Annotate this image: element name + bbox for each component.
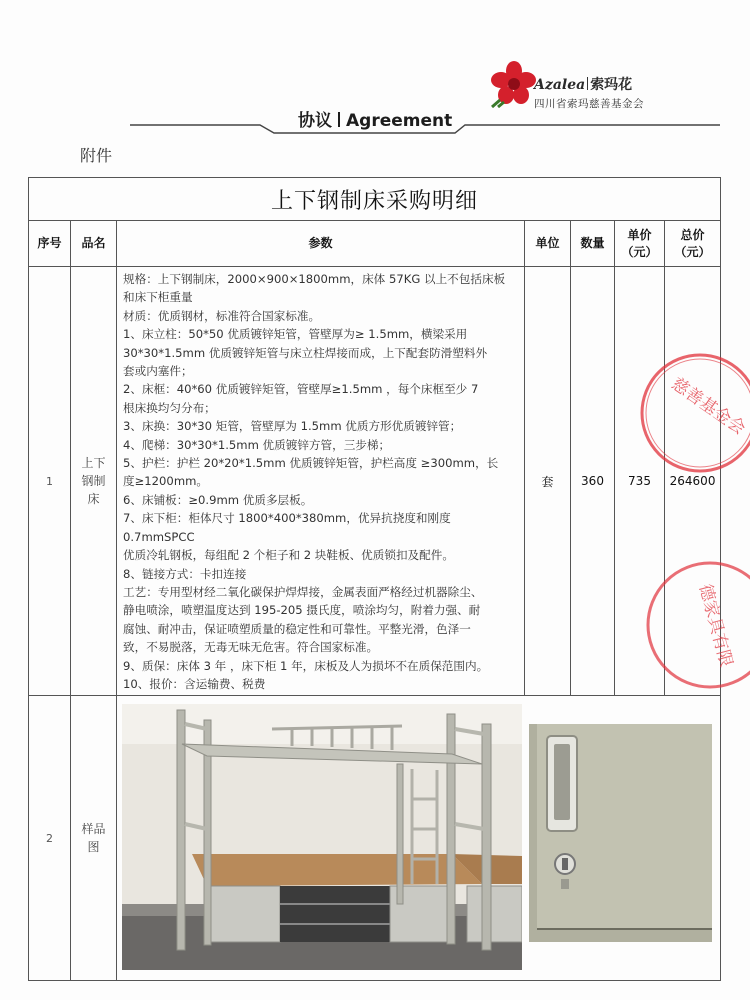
procurement-table	[28, 177, 721, 981]
sample-images-cell	[117, 696, 721, 981]
row-number: 2	[29, 696, 71, 981]
seal-2-text: 德家具有限	[694, 581, 737, 670]
table-title: 上下钢制床采购明细	[29, 178, 721, 221]
cabinet-lock-photo	[529, 724, 712, 942]
product-name: 上下 钢制 床	[71, 267, 117, 696]
quantity-value: 360	[571, 267, 615, 696]
seal-1-text: 慈善基金会	[667, 373, 749, 440]
table-row	[29, 267, 721, 696]
col-header-name: 品名	[71, 221, 117, 267]
unit-value: 套	[525, 267, 571, 696]
unit-price-value: 735	[615, 267, 665, 696]
total-price-value: 264600	[665, 267, 721, 696]
logo-brand-text: Azalea 索玛花	[534, 77, 633, 93]
row-number: 1	[29, 267, 71, 696]
logo-subtitle: 四川省索玛慈善基金会	[534, 98, 644, 110]
page-title: 协议 Agreement	[298, 111, 453, 131]
col-header-unit: 单位	[525, 221, 571, 267]
col-header-no: 序号	[29, 221, 71, 267]
foundation-logo	[488, 60, 658, 120]
azalea-flower-icon	[490, 60, 538, 108]
product-spec: 规格：上下钢制床，2000×900×1800mm，床体 57KG 以上不包括床板 和床下柜重量 材质：优质钢材，标准符合国家标准。 1、床立柱：50*50 优质镀锌矩管，管壁厚为≥ 1.5mm，横梁采用 30*30*1.5mm 优质镀锌矩管与床立柱焊接而成，上下配套防滑塑料外 套或内塞件； 2、床框：40*60 优质镀锌矩管，管壁厚≥1.5mm ，每个床框至少 7 根床换均匀分布； 3、床换：30*30 矩管，管壁厚为 1.5mm 优质方形优质镀锌管； 4、爬梯：30*30*1.5mm 优质镀锌方管，三步梯； 5、护栏：护栏 20*20*1.5mm 优质镀锌矩管，护栏高度 ≥300mm，长 度≥1200mm。 6、床铺板：≥0.9mm 优质多层板。 7、床下柜：柜体尺寸 1800*400*380mm，优异抗挠度和刚度 0.7mmSPCC 优质冷轧钢板，每组配 2 个柜子和 2 块鞋板、优质锁扣及配件。 8、链接方式：卡扣连接 工艺：专用型材经二氧化碳保护焊焊接，金属表面严格经过机器除尘、 静电喷涂，喷塑温度达到 195-205 摄氏度，喷涂均匀，附着力强、耐 腐蚀、耐冲击，保证喷塑质量的稳定性和可靠性。平整光滑，色泽一 致，不易脱落，无毒无味无危害。符合国家标准。 9、质保：床体 3 年 ，床下柜 1 年，床板及人为损坏不在质保范围内。 10、报价：含运输费、税费	[117, 267, 525, 696]
table-header-row	[29, 221, 721, 267]
col-header-qty: 数量	[571, 221, 615, 267]
attachment-label: 附件	[80, 146, 113, 165]
col-header-total: 总价 （元）	[665, 221, 721, 267]
bunk-bed-photo	[122, 704, 522, 970]
col-header-spec: 参数	[117, 221, 525, 267]
table-row	[29, 696, 721, 981]
product-name: 样品 图	[71, 696, 117, 981]
col-header-unit-price: 单价 （元）	[615, 221, 665, 267]
